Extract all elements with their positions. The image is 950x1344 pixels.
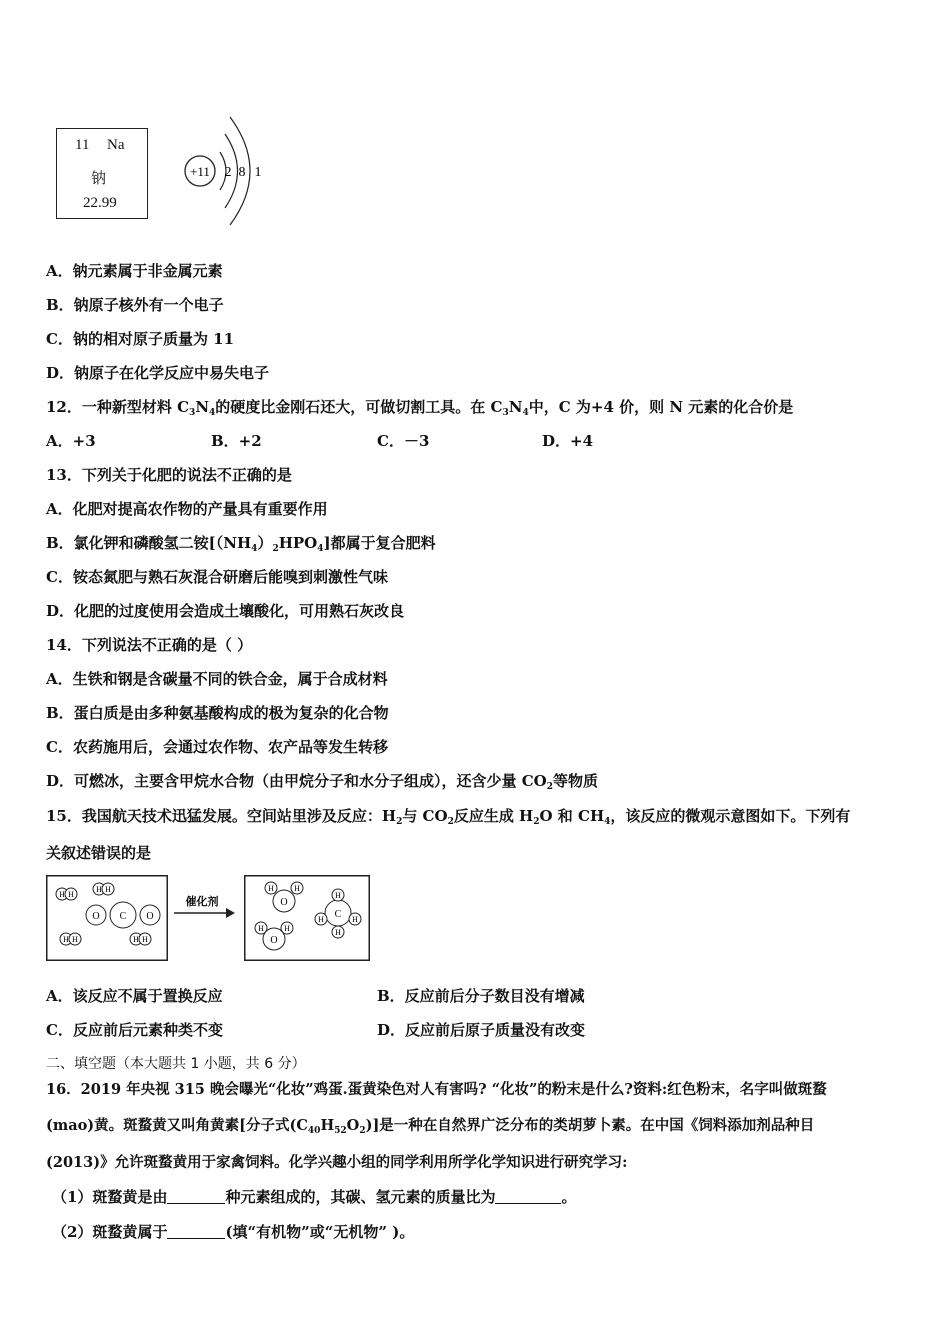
h2o-molecule (255, 922, 293, 950)
svg-text:H: H (318, 915, 324, 924)
svg-text:H: H (96, 885, 102, 894)
section-2-title: 二、填空题（本大题共 1 小题，共 6 分） (46, 1056, 306, 1072)
q12-option-c: C．－3 (377, 432, 430, 450)
shell-count-3: 1 (254, 165, 262, 180)
q13-stem: 13．下列关于化肥的说法不正确的是 (46, 466, 292, 484)
svg-text:C: C (334, 909, 342, 920)
atomic-mass: 22.99 (83, 195, 117, 211)
h2o-molecule (265, 882, 303, 912)
shell-count-2: 8 (238, 165, 246, 180)
svg-text:H: H (284, 924, 290, 933)
answer-blank-element-count[interactable] (167, 1189, 225, 1204)
q12-option-d: D．+4 (542, 432, 594, 450)
q15-option-b: B．反应前后分子数目没有增减 (377, 987, 585, 1005)
svg-text:H: H (68, 890, 74, 899)
answer-blank-mass-ratio[interactable] (495, 1189, 561, 1204)
q11-option-b: B．钠原子核外有一个电子 (46, 296, 224, 314)
svg-text:H: H (105, 885, 111, 894)
svg-text:H: H (268, 884, 274, 893)
q11-option-a: A．钠元素属于非金属元素 (46, 262, 223, 280)
svg-text:H: H (142, 935, 148, 944)
svg-text:H: H (352, 915, 358, 924)
svg-text:O: O (92, 911, 100, 922)
q15-option-a: A．该反应不属于置换反应 (46, 987, 223, 1005)
svg-text:H: H (335, 891, 341, 900)
q12-stem: 12．一种新型材料 $C_3N_4$的硬度比金刚石还大，可做切割工具。在 $C_3N_4$中，C 为+4 价，则 N 元素的化合价是 (46, 398, 794, 418)
catalyst-arrow (172, 893, 242, 923)
nucleus-charge: +11 (190, 164, 210, 179)
q14-option-c: C．农药施用后，会通过农作物、农产品等发生转移 (46, 738, 388, 756)
svg-text:O: O (280, 897, 288, 908)
q14-option-b: B．蛋白质是由多种氨基酸构成的极为复杂的化合物 (46, 704, 389, 722)
q16-part-2: （2）斑蝥黄属于 (填“有机物”或“无机物” )。 (52, 1223, 415, 1241)
h2-molecule (60, 933, 81, 945)
element-name: 钠 (91, 169, 107, 187)
q14-option-d: D．可燃冰，主要含甲烷水合物（由甲烷分子和水分子组成），还含少量 $CO_2$等物质 (46, 772, 599, 792)
q14-stem: 14．下列说法不正确的是（ ） (46, 636, 253, 654)
q14-option-a: A．生铁和钢是含碳量不同的铁合金，属于合成材料 (46, 670, 388, 688)
q16-line-2: (mao)黄。斑蝥黄又叫角黄素[分子式$(C_{40}H_{52}O_2)$]是一种在自然界广泛分布的类胡萝卜素。在中国《饲料添加剂品种目 (46, 1117, 815, 1136)
shell-count-1: 2 (224, 165, 232, 180)
h2-molecule (93, 883, 114, 895)
sodium-atom-structure-diagram (170, 112, 270, 227)
atomic-number: 11 (75, 137, 90, 153)
q15-stem: 15．我国航天技术迅猛发展。空间站里涉及反应：$H_2$与 $CO_2$反应生成 $H_2O$ 和 $CH_4$，该反应的微观示意图如下。下列有 (46, 807, 851, 827)
h2-molecule (56, 888, 77, 900)
svg-text:O: O (146, 911, 154, 922)
q13-option-d: D．化肥的过度使用会造成土壤酸化，可用熟石灰改良 (46, 602, 405, 620)
reaction-products-box (244, 875, 370, 961)
q15-option-d: D．反应前后原子质量没有改变 (377, 1021, 586, 1039)
svg-text:O: O (270, 935, 278, 946)
svg-text:H: H (294, 884, 300, 893)
catalyst-label: 催化剂 (185, 895, 219, 908)
svg-text:C: C (119, 911, 127, 922)
q13-option-a: A．化肥对提高农作物的产量具有重要作用 (46, 500, 328, 518)
q12-option-a: A．+3 (46, 432, 96, 450)
q16-line-3: (2013)》允许斑蝥黄用于家禽饲料。化学兴趣小组的同学利用所学化学知识进行研究学习: (46, 1154, 628, 1171)
element-symbol: Na (107, 137, 125, 153)
svg-text:H: H (335, 928, 341, 937)
q15-stem-line2: 关叙述错误的是 (46, 844, 152, 862)
element-card-sodium (56, 128, 148, 219)
co2-molecule (86, 902, 160, 928)
q11-option-d: D．钠原子在化学反应中易失电子 (46, 364, 270, 382)
q13-option-b: B．氯化钾和磷酸氢二铵$[(NH_4)_2HPO_4]$都属于复合肥料 (46, 534, 436, 554)
svg-text:H: H (63, 935, 69, 944)
answer-blank-classification[interactable] (167, 1224, 225, 1239)
q15-option-c: C．反应前后元素种类不变 (46, 1021, 223, 1039)
q11-option-c: C．钠的相对原子质量为 11 (46, 330, 235, 348)
h2-molecule (130, 933, 151, 945)
svg-text:H: H (72, 935, 78, 944)
ch4-molecule (315, 889, 361, 938)
q13-option-c: C．铵态氮肥与熟石灰混合研磨后能嗅到刺激性气味 (46, 568, 388, 586)
svg-text:H: H (133, 935, 139, 944)
q16-line-1: 16．2019 年央视 315 晚会曝光“化妆”鸡蛋.蛋黄染色对人有害吗? “化妆”的粉末是什么?资料:红色粉末，名字叫做斑蝥 (46, 1081, 827, 1098)
reaction-reactants-box (46, 875, 168, 961)
svg-text:H: H (258, 924, 264, 933)
q12-option-b: B．+2 (211, 432, 262, 450)
q16-part-1: （1）斑蝥黄是由 种元素组成的，其碳、氢元素的质量比为 。 (52, 1188, 577, 1206)
svg-text:H: H (59, 890, 65, 899)
